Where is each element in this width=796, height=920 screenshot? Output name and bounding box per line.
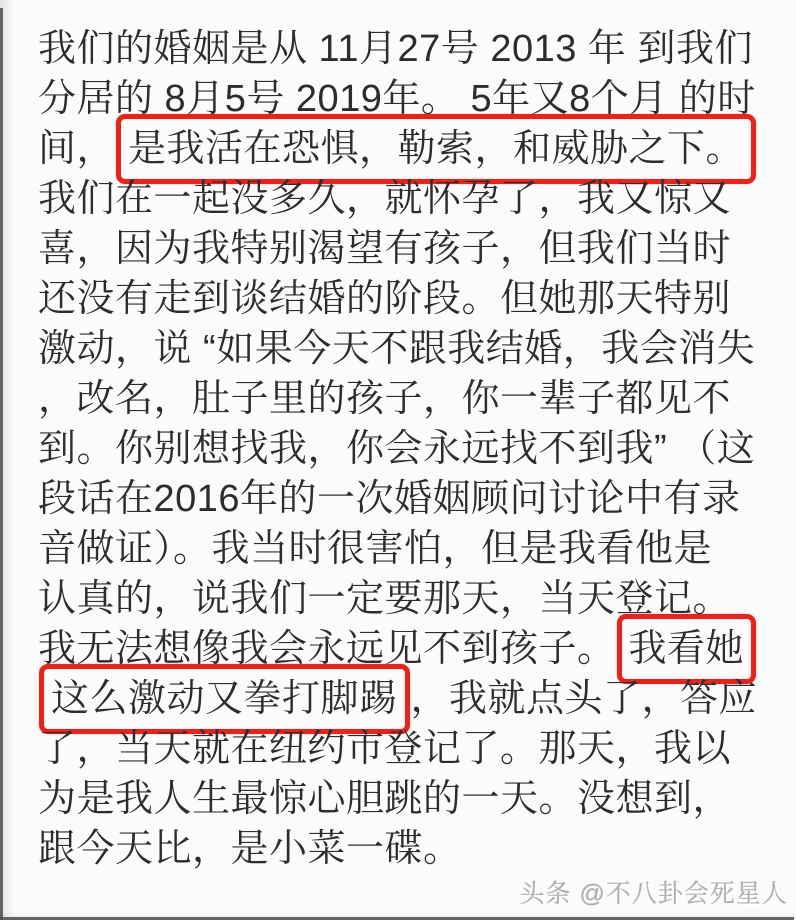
- text-line: [38, 424, 778, 474]
- left-edge-artifact: [0, 8, 3, 920]
- text-segment: 喜，因为我特别渴望有孩子，但我们当时: [38, 228, 732, 270]
- text-segment: 认真的，说我们一定要那天，当天登记。: [38, 578, 732, 620]
- highlight-box: 这么激动又拳打脚踢: [39, 664, 410, 734]
- text-line: [38, 24, 778, 74]
- text-segment: 还没有走到谈结婚的阶段。但她那天特别: [38, 278, 732, 320]
- text-line: [38, 724, 778, 774]
- text-segment: 段话在2016年的一次婚姻顾问讨论中有录: [38, 478, 741, 520]
- watermark: 头条 @不八卦会死星人: [519, 880, 788, 908]
- text-segment: 分居的 8月5号 2019年。 5年又8个月 的时: [38, 78, 756, 120]
- text-line: [38, 374, 778, 424]
- text-line: [38, 474, 778, 524]
- text-line: [38, 174, 778, 224]
- text-segment: 音做证）。我当时很害怕，但是我看他是: [38, 528, 713, 570]
- text-segment: 我无法想像我会永远见不到孩子。: [38, 628, 616, 670]
- text-segment: ，改名，肚子里的孩子，你一辈子都见不: [38, 378, 732, 420]
- text-line: [38, 524, 778, 574]
- text-segment: 跟今天比，是小菜一碟。: [38, 828, 462, 870]
- text-segment: 间，: [38, 128, 116, 170]
- text-segment: 到。你别想找我，你会永远找不到我” （这: [38, 428, 756, 470]
- text-line: [38, 824, 778, 874]
- text-segment: 激动，说 “如果今天不跟我结婚，我会消失: [38, 328, 756, 370]
- text-segment: 了，当天就在纽约市登记了。那天，我以: [38, 728, 732, 770]
- text-segment: 我们的婚姻是从 11月27号 2013 年 到我们: [38, 28, 753, 70]
- text-line: [38, 124, 778, 174]
- text-line: [38, 324, 778, 374]
- highlight-box: 是我活在恐惧，勒索，和威胁之下。: [116, 114, 756, 184]
- text-line: [38, 224, 778, 274]
- post-text-body: [38, 24, 778, 874]
- text-line: [38, 774, 778, 824]
- text-line: [38, 674, 778, 724]
- text-segment: 为是我人生最惊心胆跳的一天。没想到，: [38, 778, 732, 820]
- text-segment: 我们在一起没多久，就怀孕了，我又惊又: [38, 178, 732, 220]
- text-segment: ，我就点头了，答应: [410, 678, 758, 720]
- highlight-box: 我看她: [617, 614, 757, 684]
- text-line: [38, 274, 778, 324]
